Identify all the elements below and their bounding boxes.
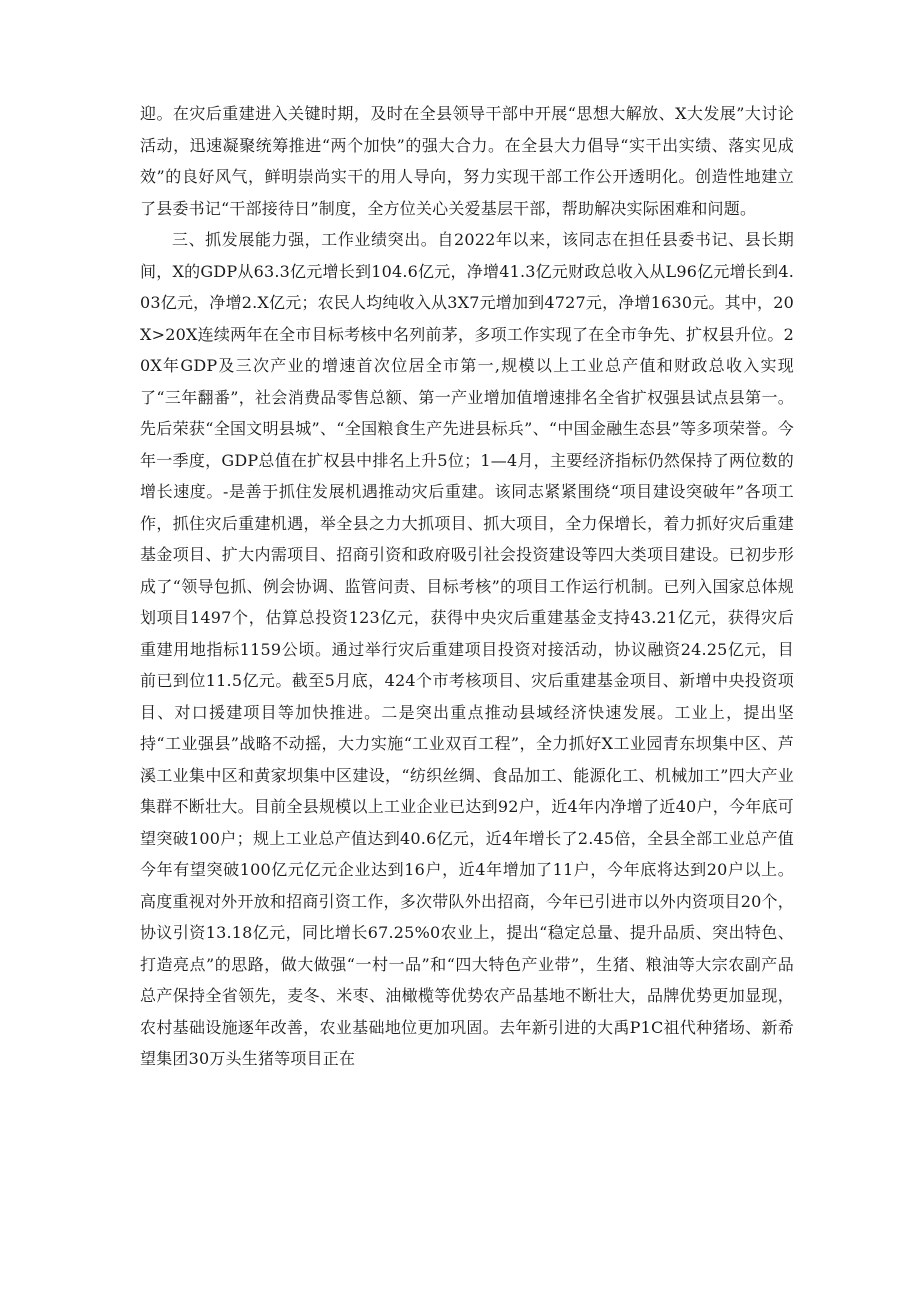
paragraph-section-three: 三、抓发展能力强，工作业绩突出。自2022年以来，该同志在担任县委书记、县长期间，X的GDP从63.3亿元增长到104.6亿元，净增41.3亿元财政总收入从L96亿元增长到4.03亿元，净增2.X亿元；农民人均纯收入从3X7元增加到4727元，净增1630元。其中，20X>20X连续两年在全市目标考核中名列前茅，多项工作实现了在全市争先、扩权县升位。20X年GDP及三次产业的增速首次位居全市第一,规模以上工业总产值和财政总收入实现了“三年翻番”，社会消费品零售总额、第一产业增加值增速排名全省扩权强县试点县第一。先后荣获“全国文明县城”、“全国粮食生产先进县标兵”、“中国金融生态县”等多项荣誉。今年一季度，GDP总值在扩权县中排名上升5位；1—4月，主要经济指标仍然保持了两位数的增长速度。-是善于抓住发展机遇推动灾后重建。该同志紧紧围绕“项目建设突破年”各项工作，抓住灾后重建机遇，举全县之力大抓项目、抓大项目，全力保增长，着力抓好灾后重建基金项目、扩大内需项目、招商引资和政府吸引社会投资建设等四大类项目建设。已初步形成了“领导包抓、例会协调、监管问责、目标考核”的项目工作运行机制。已列入国家总体规划项目1497个，估算总投资123亿元，获得中央灾后重建基金支持43.21亿元，获得灾后重建用地指标1159公顷。通过举行灾后重建项目投资对接活动，协议融资24.25亿元，目前已到位11.5亿元。截至5月底，424个市考核项目、灾后重建基金项目、新增中央投资项目、对口援建项目等加快推进。二是突出重点推动县域经济快速发展。工业上，提出坚持“工业强县”战略不动摇，大力实施“工业双百工程”，全力抓好X工业园青东坝集中区、芦溪工业集中区和黄家坝集中区建设，“纺织丝绸、食品加工、能源化工、机械加工”四大产业集群不断壮大。目前全县规模以上工业企业已达到92户，近4年内净增了近40户，今年底可望突破100户；规上工业总产值达到40.6亿元，近4年增长了2.45倍，全县全部工业总产值今年有望突破100亿元亿元企业达到16户，近4年增加了11户，今年底将达到20户以上。高度重视对外开放和招商引资工作，多次带队外出招商，今年已引进市以外内资项目20个，协议引资13.18亿元，同比增长67.25%0农业上，提出“稳定总量、提升品质、突出特色、打造亮点”的思路，做大做强“一村一品”和“四大特色产业带”，生猪、粮油等大宗农副产品总产保持全省领先，麦冬、米枣、油橄榄等优势农产品基地不断壮大，品牌优势更加显现，农村基础设施逐年改善，农业基础地位更加巩固。去年新引进的大禹P1C祖代种猪场、新希望集团30万头生猪等项目正在 <box>140 230 794 1068</box>
body-text <box>140 98 794 1075</box>
paragraph-continuation: 迎。在灾后重建进入关键时期，及时在全县领导干部中开展“思想大解放、X大发展”大讨论活动，迅速凝聚统筹推进“两个加快”的强大合力。在全县大力倡导“实干出实绩、落实见成效”的良好风气，鲜明崇尚实干的用人导向，努力实现干部工作公开透明化。创造性地建立了县委书记“干部接待日”制度，全方位关心关爱基层干部，帮助解决实际困难和问题。 <box>140 104 794 218</box>
